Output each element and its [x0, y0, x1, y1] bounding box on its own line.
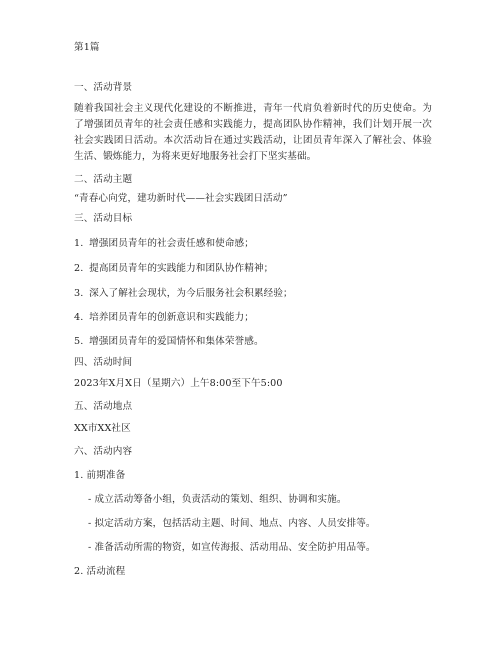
section-heading-content: 六、活动内容 — [74, 446, 133, 457]
subsection-heading-preparation: 1. 前期准备 — [74, 470, 126, 481]
page-label: 第1篇 — [74, 42, 100, 53]
section-heading-goals: 三、活动目标 — [74, 213, 133, 224]
section-heading-theme: 二、活动主题 — [74, 174, 133, 185]
list-item-preparation: - 成立活动筹备小组，负责活动的策划、组织、协调和实施。 — [88, 494, 347, 505]
section-body-location: XX市XX社区 — [74, 423, 131, 434]
section-body-time: 2023年X月X日（星期六）上午8:00至下午5:00 — [74, 378, 283, 389]
list-item-text: 增强团员青年的爱国情怀和集体荣誉感。 — [89, 336, 264, 347]
list-item-goal — [74, 336, 264, 348]
list-item-goal — [74, 263, 273, 275]
section-body-background: 随着我国社会主义现代化建设的不断推进，青年一代肩负着新时代的历史使命。为了增强团员青年的社会责任感和实践能力，提高团队协作精神，我们计划开展一次社会实践团日活动。本次活动旨在通过实践活动，让团员青年深入了解社会、体验生活、锻炼能力，为将来更好地服务社会打下坚实基础。 — [74, 103, 432, 162]
list-item-text: 培养团员青年的创新意识和实践能力； — [89, 312, 254, 323]
section-heading-time: 四、活动时间 — [74, 357, 133, 368]
subsection-heading-process: 2. 活动流程 — [74, 566, 126, 577]
list-item-preparation: - 拟定活动方案，包括活动主题、时间、地点、内容、人员安排等。 — [88, 518, 376, 529]
list-item-goal — [74, 312, 254, 324]
list-item-goal — [74, 288, 293, 300]
section-body-theme: “青春心向党，建功新时代——社会实践团日活动” — [74, 193, 288, 204]
section-heading-location: 五、活动地点 — [74, 401, 133, 412]
list-item-text: 深入了解社会现状，为今后服务社会积累经验； — [89, 288, 293, 299]
list-item-text: 增强团员青年的社会责任感和使命感； — [89, 238, 254, 249]
list-item-number: 4. — [74, 312, 84, 323]
list-item-number: 5. — [74, 336, 84, 347]
list-item-preparation: - 准备活动所需的物资，如宣传海报、活动用品、安全防护用品等。 — [88, 542, 376, 553]
list-item-number: 3. — [74, 288, 84, 299]
section-heading-background: 一、活动背景 — [74, 82, 133, 93]
list-item-goal — [74, 238, 254, 250]
list-item-number: 2. — [74, 263, 84, 274]
list-item-number: 1. — [74, 238, 84, 249]
list-item-text: 提高团员青年的实践能力和团队协作精神； — [89, 263, 274, 274]
